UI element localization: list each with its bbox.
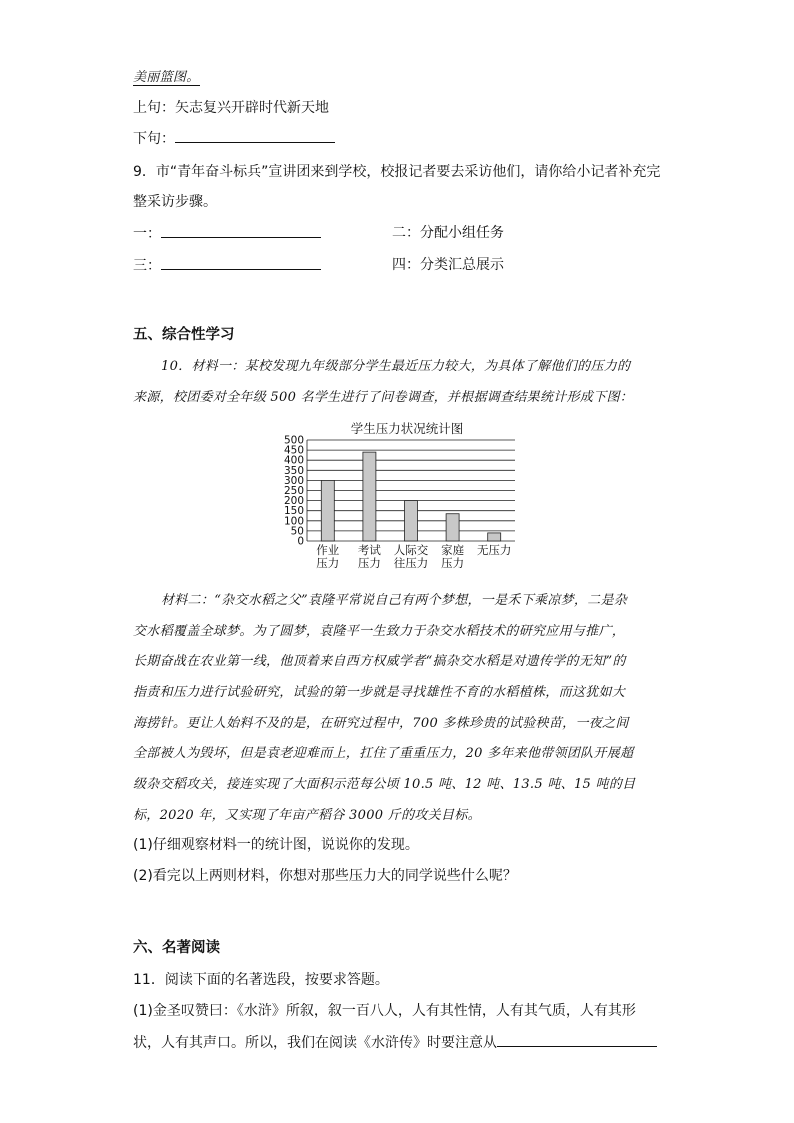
top-fragment: 美丽篮图。 [133, 70, 200, 85]
lower-couplet: 下句： [133, 128, 335, 149]
q10-material2-line: 级杂交稻攻关，接连实现了大面积示范每公顷 10.5 吨、12 吨、13.5 吨、15 吨的目 [133, 777, 636, 792]
y-tick-label: 0 [297, 535, 304, 548]
q10-material1-line2: 来源，校团委对全年级 500 名学生进行了问卷调查，并根据调查结果统计形成下图： [133, 390, 634, 405]
q9-step2: 二：分配小组任务 [392, 225, 504, 241]
y-tick-label: 100 [283, 515, 304, 528]
section5-title: 五、综合性学习 [133, 327, 235, 343]
upper-couplet: 上句：矢志复兴开辟时代新天地 [133, 100, 329, 116]
q10-material2-line: 长期奋战在农业第一线，他顶着来自西方权威学者“搞杂交水稻是对遗传学的无知”的 [133, 654, 626, 669]
q10-material2-line: 全部被人为毁坏，但是袁老迎难而上，扛住了重重压力，20 多年来他带领团队开展超 [133, 746, 634, 761]
answer-blank[interactable] [161, 255, 321, 270]
q10-material2-line: 材料二：“杂交水稻之父”袁隆平常说自己有两个梦想，一是禾下乘凉梦，二是杂 [161, 593, 628, 608]
q10-material1-line1: 10．材料一：某校发现九年级部分学生最近压力较大，为具体了解他们的压力的 [161, 359, 631, 374]
x-tick-label: 压力 [357, 556, 381, 570]
q10-sub2: (2)看完以上两则材料，你想对那些压力大的同学说些什么呢？ [133, 868, 517, 884]
y-tick-label: 250 [283, 485, 304, 497]
bar [488, 533, 501, 541]
y-tick-label: 200 [283, 495, 304, 508]
q11-line3: 状，人有其声口。所以，我们在阅读《水浒传》时要注意从 [133, 1032, 657, 1053]
q9-step4: 四：分类汇总展示 [392, 257, 504, 273]
bar [405, 501, 418, 541]
bar [446, 514, 459, 541]
q10-material2-line: 指责和压力进行试验研究，试验的第一步就是寻找雄性不育的水稻植株，而这犹如大 [133, 685, 626, 700]
bar [363, 452, 376, 541]
q9-step3: 三： [133, 255, 321, 276]
x-tick-label: 无压力 [476, 543, 512, 557]
x-tick-label: 往压力 [393, 556, 429, 570]
q10-material2-line: 标，2020 年，又实现了年亩产稻谷 3000 斤的攻关目标。 [133, 808, 481, 823]
x-tick-label: 作业 [316, 543, 340, 557]
y-tick-label: 350 [283, 464, 304, 477]
q10-material2-line: 交水稻覆盖全球梦。为了圆梦，袁隆平一生致力于杂交水稻技术的研究应用与推广， [133, 624, 626, 639]
y-tick-label: 300 [283, 474, 304, 487]
q9-step1: 一： [133, 223, 321, 244]
q9-line2: 整采访步骤。 [133, 194, 217, 210]
q11-line1: 11．阅读下面的名著选段，按要求答题。 [133, 972, 389, 988]
y-tick-label: 400 [283, 454, 304, 467]
x-tick-label: 家庭 [441, 543, 465, 557]
chart-y-tick-labels [284, 435, 304, 548]
y-tick-label: 450 [283, 444, 304, 457]
x-tick-label: 压力 [441, 556, 465, 570]
bar [321, 480, 334, 541]
q10-material2-line: 海捞针。更让人始料不及的是，在研究过程中，700 多株珍贵的试验秧苗，一夜之间 [133, 716, 629, 731]
y-tick-label: 500 [283, 434, 304, 447]
answer-blank[interactable] [161, 223, 321, 238]
x-tick-label: 考试 [357, 543, 381, 557]
x-tick-label: 压力 [316, 556, 340, 570]
answer-blank[interactable] [497, 1032, 657, 1047]
q9-line1: 9．市“青年奋斗标兵”宣讲团来到学校，校报记者要去采访他们，请你给小记者补充完 [133, 164, 661, 180]
answer-blank[interactable] [175, 128, 335, 143]
q11-line2: (1)金圣叹赞曰：《水浒》所叙，叙一百八人，人有其性情，人有其气质，人有其形 [133, 1003, 636, 1019]
x-tick-label: 人际交 [393, 543, 429, 557]
y-tick-label: 50 [290, 525, 304, 538]
q10-sub1: (1)仔细观察材料一的统计图，说说你的发现。 [133, 837, 419, 853]
section6-title: 六、名著阅读 [133, 940, 220, 956]
chart-title: 学生压力状况统计图 [350, 421, 464, 436]
chart-x-tick-labels [316, 543, 511, 570]
y-tick-label: 150 [283, 505, 304, 518]
stress-bar-chart [270, 418, 530, 578]
chart-bars [321, 452, 500, 541]
